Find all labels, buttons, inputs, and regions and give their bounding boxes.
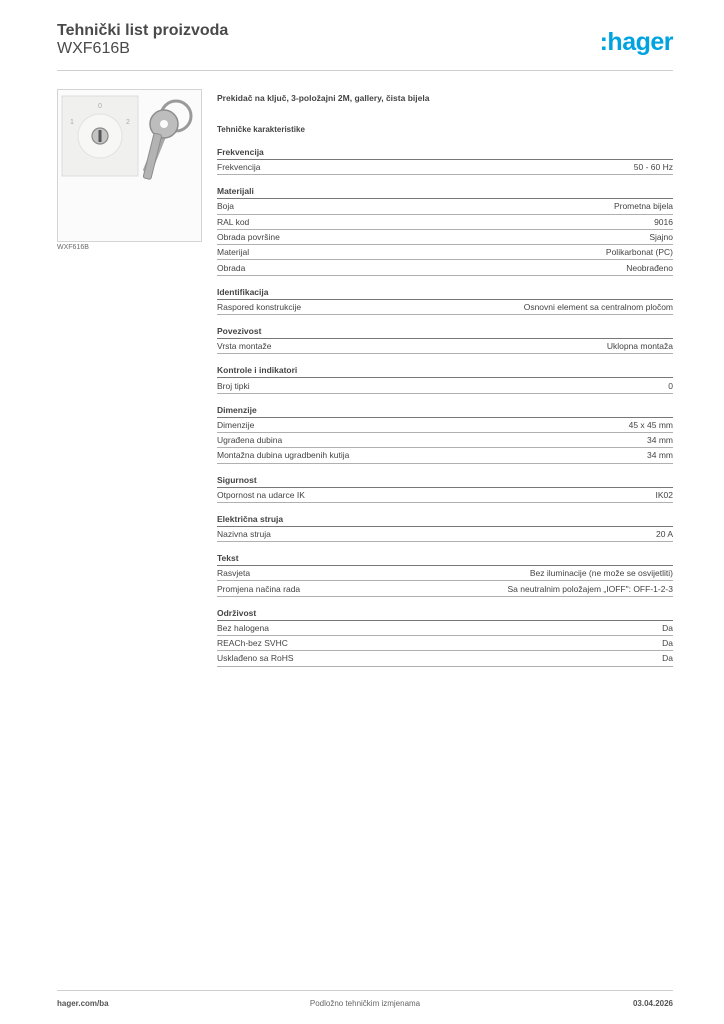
spec-value: Osnovni element sa centralnom pločom	[523, 301, 673, 312]
spec-value: 45 x 45 mm	[628, 419, 673, 430]
spec-value: 0	[668, 380, 673, 391]
section-title: Električna struja	[217, 514, 673, 527]
footer-date: 03.04.2026	[632, 999, 673, 1008]
hager-logo: :hager	[599, 28, 673, 56]
spec-value: 20 A	[655, 529, 673, 539]
spec-row	[217, 488, 673, 503]
spec-label: Obrada	[217, 262, 246, 273]
section-title: Identifikacija	[217, 287, 673, 300]
technical-characteristics-heading: Tehničke karakteristike	[217, 125, 305, 134]
spec-section	[217, 147, 673, 175]
spec-label: Raspored konstrukcije	[217, 301, 302, 312]
spec-section	[217, 608, 673, 667]
spec-label: Dimenzije	[217, 419, 255, 430]
position-label-1: 1	[70, 119, 74, 126]
image-caption: WXF616B	[57, 244, 89, 251]
spec-label: Boja	[217, 201, 235, 212]
section-title: Povezivost	[217, 326, 673, 339]
page-footer	[57, 990, 673, 1008]
spec-value: Bez iluminacije (ne može se osvijetliti)	[529, 568, 673, 579]
spec-label: Rasvjeta	[217, 568, 251, 579]
spec-row	[217, 260, 673, 275]
spec-row	[217, 636, 673, 651]
product-image	[57, 89, 202, 242]
section-title: Sigurnost	[217, 475, 673, 488]
spec-value: 9016	[654, 216, 673, 227]
specifications-panel	[217, 93, 673, 678]
spec-row	[217, 418, 673, 433]
spec-section	[217, 553, 673, 597]
key-switch-illustration	[58, 90, 201, 241]
spec-value: Neobrađeno	[626, 262, 673, 273]
spec-value: 34 mm	[647, 450, 673, 461]
spec-value: Sjajno	[649, 232, 673, 243]
position-label-2: 2	[126, 119, 130, 126]
product-code: WXF616B	[57, 40, 130, 57]
spec-value: 50 - 60 Hz	[633, 162, 673, 173]
spec-label: Nazivna struja	[217, 529, 271, 539]
spec-label: Montažna dubina ugradbenih kutija	[217, 450, 350, 461]
spec-row	[217, 651, 673, 666]
spec-section	[217, 365, 673, 393]
spec-row	[217, 199, 673, 214]
spec-value: Prometna bijela	[613, 201, 673, 212]
document-title: Tehnički list proizvoda	[57, 22, 229, 39]
spec-row	[217, 300, 673, 315]
spec-value: Da	[662, 638, 673, 649]
spec-label: Materijal	[217, 247, 250, 258]
section-title: Frekvencija	[217, 147, 673, 160]
spec-section	[217, 326, 673, 354]
spec-row	[217, 621, 673, 636]
section-title: Tekst	[217, 553, 673, 566]
spec-section	[217, 186, 673, 275]
spec-row	[217, 230, 673, 245]
spec-value: Sa neutralnim položajem „IOFF": OFF-1-2-3	[507, 583, 673, 594]
spec-row	[217, 566, 673, 581]
spec-section	[217, 405, 673, 464]
spec-label: Otpornost na udarce IK	[217, 489, 305, 500]
spec-row	[217, 448, 673, 463]
section-title: Održivost	[217, 608, 673, 621]
key-icon	[143, 101, 191, 180]
spec-section	[217, 475, 673, 503]
spec-label: Vrsta montaže	[217, 341, 272, 352]
spec-label: Broj tipki	[217, 380, 250, 391]
spec-section	[217, 514, 673, 542]
spec-label: RAL kod	[217, 216, 250, 227]
footer-website[interactable]: hager.com/ba	[57, 999, 109, 1008]
footer-notice: Podložno tehničkim izmjenama	[309, 999, 421, 1008]
spec-row	[217, 378, 673, 393]
section-title: Kontrole i indikatori	[217, 365, 673, 378]
spec-label: REACh-bez SVHC	[217, 638, 288, 649]
spec-label: Bez halogena	[217, 622, 269, 633]
spec-row	[217, 160, 673, 175]
spec-value: Uklopna montaža	[606, 341, 673, 352]
spec-label: Promjena načina rada	[217, 583, 301, 594]
spec-row	[217, 433, 673, 448]
product-description: Prekidač na ključ, 3-položajni 2M, gallery, čista bijela	[217, 93, 430, 103]
section-title: Materijali	[217, 186, 673, 199]
position-label-0: 0	[98, 103, 102, 110]
spec-row	[217, 245, 673, 260]
spec-row	[217, 339, 673, 354]
spec-row	[217, 527, 673, 542]
spec-value: Polikarbonat (PC)	[605, 247, 673, 258]
spec-label: Frekvencija	[217, 162, 261, 173]
spec-section	[217, 287, 673, 315]
spec-sections	[217, 147, 673, 667]
spec-label: Ugrađena dubina	[217, 435, 283, 446]
page-header	[57, 20, 673, 71]
spec-label: Usklađeno sa RoHS	[217, 653, 294, 664]
spec-value: IK02	[655, 489, 673, 500]
section-title: Dimenzije	[217, 405, 673, 418]
spec-value: Da	[662, 653, 673, 664]
spec-value: Da	[662, 622, 673, 633]
spec-value: 34 mm	[647, 435, 673, 446]
spec-label: Obrada površine	[217, 232, 280, 243]
spec-row	[217, 215, 673, 230]
spec-row	[217, 581, 673, 596]
